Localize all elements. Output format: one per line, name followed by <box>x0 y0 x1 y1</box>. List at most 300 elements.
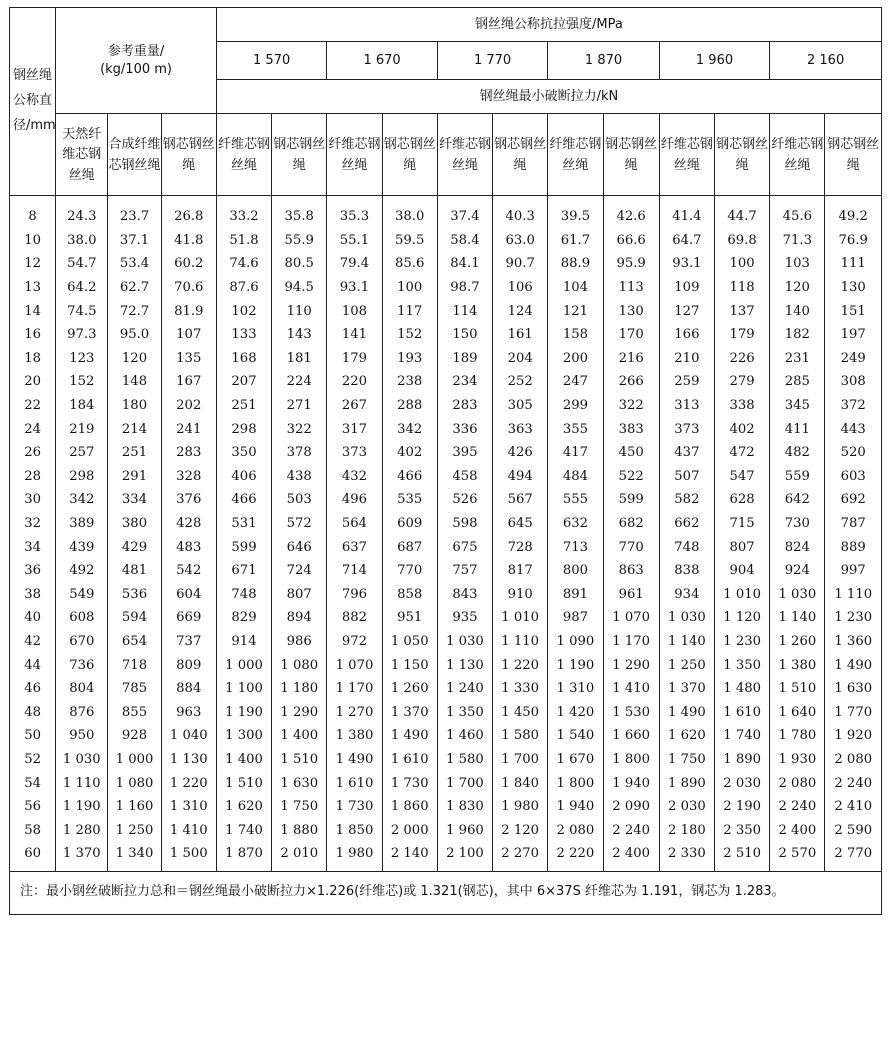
value-cell: 891 <box>548 583 603 607</box>
value-cell: 363 <box>493 417 548 441</box>
table-row <box>10 488 882 512</box>
value-cell: 2 090 <box>603 795 659 819</box>
weight-natural-fiber-core: 天然纤维芯钢丝绳 <box>56 114 108 196</box>
strength-1770: 1 770 <box>437 42 547 80</box>
value-cell: 60.2 <box>161 252 216 276</box>
value-cell: 748 <box>216 583 271 607</box>
value-cell: 757 <box>437 559 492 583</box>
value-cell: 599 <box>603 488 659 512</box>
value-cell: 123 <box>56 347 108 371</box>
value-cell: 135 <box>161 347 216 371</box>
value-cell: 924 <box>770 559 825 583</box>
strength-header: 钢丝绳公称抗拉强度/MPa <box>216 8 881 42</box>
value-cell: 342 <box>382 417 437 441</box>
value-cell: 599 <box>216 535 271 559</box>
value-cell: 1 730 <box>327 795 382 819</box>
diameter-cell: 24 <box>10 417 56 441</box>
diameter-cell: 34 <box>10 535 56 559</box>
value-cell: 503 <box>272 488 327 512</box>
value-cell: 1 170 <box>327 677 382 701</box>
value-cell: 884 <box>161 677 216 701</box>
value-cell: 193 <box>382 347 437 371</box>
value-cell: 1 120 <box>715 606 770 630</box>
value-cell: 714 <box>327 559 382 583</box>
value-cell: 257 <box>56 441 108 465</box>
value-cell: 2 400 <box>770 818 825 842</box>
value-cell: 1 620 <box>659 724 714 748</box>
value-cell: 2 000 <box>382 818 437 842</box>
value-cell: 167 <box>161 370 216 394</box>
value-cell: 2 030 <box>659 795 714 819</box>
table-row <box>10 606 882 630</box>
value-cell: 2 270 <box>493 842 548 871</box>
value-cell: 219 <box>56 417 108 441</box>
table-row <box>10 771 882 795</box>
value-cell: 44.7 <box>715 196 770 229</box>
diameter-cell: 28 <box>10 465 56 489</box>
value-cell: 2 770 <box>825 842 882 871</box>
value-cell: 87.6 <box>216 276 271 300</box>
value-cell: 1 260 <box>382 677 437 701</box>
table-row <box>10 276 882 300</box>
value-cell: 95.9 <box>603 252 659 276</box>
value-cell: 713 <box>548 535 603 559</box>
value-cell: 2 400 <box>603 842 659 871</box>
value-cell: 120 <box>108 347 161 371</box>
value-cell: 1 510 <box>216 771 271 795</box>
table-row <box>10 347 882 371</box>
value-cell: 736 <box>56 653 108 677</box>
spec-table-container <box>9 7 882 915</box>
value-cell: 2 240 <box>603 818 659 842</box>
value-cell: 402 <box>715 417 770 441</box>
diameter-cell: 38 <box>10 583 56 607</box>
value-cell: 35.3 <box>327 196 382 229</box>
value-cell: 1 220 <box>161 771 216 795</box>
value-cell: 158 <box>548 323 603 347</box>
value-cell: 85.6 <box>382 252 437 276</box>
value-cell: 2 080 <box>825 748 882 772</box>
value-cell: 2 510 <box>715 842 770 871</box>
diameter-cell: 32 <box>10 512 56 536</box>
note-text: 注：最小钢丝破断拉力总和＝钢丝绳最小破断拉力×1.226(纤维芯)或 1.321(钢芯)，其中 6×37S 纤维芯为 1.191，钢芯为 1.283。 <box>20 883 785 899</box>
value-cell: 251 <box>216 394 271 418</box>
value-cell: 492 <box>56 559 108 583</box>
value-cell: 1 310 <box>161 795 216 819</box>
value-cell: 1 360 <box>825 630 882 654</box>
table-row <box>10 583 882 607</box>
value-cell: 72.7 <box>108 299 161 323</box>
value-cell: 1 160 <box>108 795 161 819</box>
value-cell: 109 <box>659 276 714 300</box>
value-cell: 1 280 <box>56 818 108 842</box>
value-cell: 161 <box>493 323 548 347</box>
value-cell: 1 350 <box>437 700 492 724</box>
weight-synthetic-fiber-core: 合成纤维芯钢丝绳 <box>108 114 161 196</box>
value-cell: 536 <box>108 583 161 607</box>
value-cell: 2 080 <box>548 818 603 842</box>
value-cell: 267 <box>327 394 382 418</box>
value-cell: 234 <box>437 370 492 394</box>
value-cell: 572 <box>272 512 327 536</box>
value-cell: 197 <box>825 323 882 347</box>
value-cell: 894 <box>272 606 327 630</box>
value-cell: 140 <box>770 299 825 323</box>
value-cell: 800 <box>548 559 603 583</box>
value-cell: 603 <box>825 465 882 489</box>
value-cell: 1 070 <box>603 606 659 630</box>
value-cell: 1 400 <box>272 724 327 748</box>
value-cell: 1 870 <box>216 842 271 871</box>
table-row <box>10 229 882 253</box>
value-cell: 1 220 <box>493 653 548 677</box>
value-cell: 1 750 <box>659 748 714 772</box>
value-cell: 210 <box>659 347 714 371</box>
value-cell: 1 110 <box>825 583 882 607</box>
value-cell: 152 <box>382 323 437 347</box>
table-row <box>10 299 882 323</box>
value-cell: 94.5 <box>272 276 327 300</box>
value-cell: 715 <box>715 512 770 536</box>
value-cell: 785 <box>108 677 161 701</box>
value-cell: 38.0 <box>56 229 108 253</box>
value-cell: 997 <box>825 559 882 583</box>
table-row <box>10 394 882 418</box>
value-cell: 100 <box>715 252 770 276</box>
value-cell: 74.6 <box>216 252 271 276</box>
value-cell: 1 290 <box>603 653 659 677</box>
value-cell: 355 <box>548 417 603 441</box>
table-row <box>10 196 882 229</box>
value-cell: 148 <box>108 370 161 394</box>
force-steel-core-1870: 钢芯钢丝绳 <box>603 114 659 196</box>
value-cell: 432 <box>327 465 382 489</box>
diameter-cell: 8 <box>10 196 56 229</box>
value-cell: 1 270 <box>327 700 382 724</box>
value-cell: 376 <box>161 488 216 512</box>
value-cell: 37.4 <box>437 196 492 229</box>
value-cell: 687 <box>382 535 437 559</box>
ref-weight-unit: (kg/100 m) <box>100 61 172 77</box>
value-cell: 1 460 <box>437 724 492 748</box>
value-cell: 748 <box>659 535 714 559</box>
value-cell: 2 590 <box>825 818 882 842</box>
value-cell: 107 <box>161 323 216 347</box>
value-cell: 298 <box>56 465 108 489</box>
value-cell: 93.1 <box>659 252 714 276</box>
value-cell: 882 <box>327 606 382 630</box>
value-cell: 121 <box>548 299 603 323</box>
value-cell: 770 <box>382 559 437 583</box>
value-cell: 1 980 <box>327 842 382 871</box>
value-cell: 628 <box>715 488 770 512</box>
table-row <box>10 441 882 465</box>
value-cell: 1 180 <box>272 677 327 701</box>
value-cell: 334 <box>108 488 161 512</box>
value-cell: 299 <box>548 394 603 418</box>
value-cell: 118 <box>715 276 770 300</box>
value-cell: 2 030 <box>715 771 770 795</box>
value-cell: 389 <box>56 512 108 536</box>
value-cell: 1 330 <box>493 677 548 701</box>
value-cell: 74.5 <box>56 299 108 323</box>
value-cell: 662 <box>659 512 714 536</box>
value-cell: 1 250 <box>659 653 714 677</box>
value-cell: 1 750 <box>272 795 327 819</box>
value-cell: 54.7 <box>56 252 108 276</box>
force-fiber-core-2160: 纤维芯钢丝绳 <box>770 114 825 196</box>
table-row <box>10 677 882 701</box>
table-row <box>10 323 882 347</box>
value-cell: 373 <box>327 441 382 465</box>
value-cell: 1 740 <box>715 724 770 748</box>
value-cell: 102 <box>216 299 271 323</box>
value-cell: 41.8 <box>161 229 216 253</box>
value-cell: 1 410 <box>161 818 216 842</box>
value-cell: 804 <box>56 677 108 701</box>
value-cell: 1 240 <box>437 677 492 701</box>
table-note <box>10 871 882 914</box>
value-cell: 216 <box>603 347 659 371</box>
table-row <box>10 724 882 748</box>
value-cell: 1 850 <box>327 818 382 842</box>
value-cell: 64.7 <box>659 229 714 253</box>
value-cell: 1 960 <box>437 818 492 842</box>
value-cell: 855 <box>108 700 161 724</box>
value-cell: 45.6 <box>770 196 825 229</box>
value-cell: 608 <box>56 606 108 630</box>
value-cell: 645 <box>493 512 548 536</box>
value-cell: 80.5 <box>272 252 327 276</box>
value-cell: 526 <box>437 488 492 512</box>
value-cell: 692 <box>825 488 882 512</box>
value-cell: 594 <box>108 606 161 630</box>
value-cell: 111 <box>825 252 882 276</box>
value-cell: 443 <box>825 417 882 441</box>
value-cell: 646 <box>272 535 327 559</box>
value-cell: 809 <box>161 653 216 677</box>
value-cell: 2 180 <box>659 818 714 842</box>
value-cell: 1 350 <box>715 653 770 677</box>
value-cell: 549 <box>56 583 108 607</box>
value-cell: 1 630 <box>272 771 327 795</box>
ref-weight-label: 参考重量/ <box>107 43 165 59</box>
diameter-cell: 10 <box>10 229 56 253</box>
value-cell: 555 <box>548 488 603 512</box>
value-cell: 1 380 <box>770 653 825 677</box>
value-cell: 2 190 <box>715 795 770 819</box>
value-cell: 531 <box>216 512 271 536</box>
value-cell: 35.8 <box>272 196 327 229</box>
value-cell: 313 <box>659 394 714 418</box>
value-cell: 1 700 <box>493 748 548 772</box>
value-cell: 55.9 <box>272 229 327 253</box>
value-cell: 100 <box>382 276 437 300</box>
diameter-cell: 14 <box>10 299 56 323</box>
value-cell: 317 <box>327 417 382 441</box>
value-cell: 84.1 <box>437 252 492 276</box>
diameter-cell: 56 <box>10 795 56 819</box>
value-cell: 437 <box>659 441 714 465</box>
value-cell: 182 <box>770 323 825 347</box>
value-cell: 247 <box>548 370 603 394</box>
value-cell: 61.7 <box>548 229 603 253</box>
value-cell: 1 010 <box>493 606 548 630</box>
value-cell: 207 <box>216 370 271 394</box>
value-cell: 1 490 <box>382 724 437 748</box>
value-cell: 322 <box>603 394 659 418</box>
value-cell: 1 100 <box>216 677 271 701</box>
force-steel-core-1960: 钢芯钢丝绳 <box>715 114 770 196</box>
value-cell: 338 <box>715 394 770 418</box>
value-cell: 770 <box>603 535 659 559</box>
value-cell: 670 <box>56 630 108 654</box>
value-cell: 113 <box>603 276 659 300</box>
value-cell: 1 770 <box>825 700 882 724</box>
table-row <box>10 370 882 394</box>
value-cell: 2 010 <box>272 842 327 871</box>
value-cell: 817 <box>493 559 548 583</box>
table-row <box>10 653 882 677</box>
value-cell: 466 <box>382 465 437 489</box>
value-cell: 1 130 <box>437 653 492 677</box>
value-cell: 1 140 <box>770 606 825 630</box>
value-cell: 567 <box>493 488 548 512</box>
value-cell: 108 <box>327 299 382 323</box>
value-cell: 838 <box>659 559 714 583</box>
value-cell: 59.5 <box>382 229 437 253</box>
value-cell: 104 <box>548 276 603 300</box>
value-cell: 1 310 <box>548 677 603 701</box>
value-cell: 484 <box>548 465 603 489</box>
strength-2160: 2 160 <box>770 42 882 80</box>
value-cell: 481 <box>108 559 161 583</box>
value-cell: 1 610 <box>382 748 437 772</box>
value-cell: 38.0 <box>382 196 437 229</box>
value-cell: 604 <box>161 583 216 607</box>
value-cell: 151 <box>825 299 882 323</box>
value-cell: 1 000 <box>108 748 161 772</box>
value-cell: 179 <box>715 323 770 347</box>
diameter-cell: 60 <box>10 842 56 871</box>
diameter-cell: 42 <box>10 630 56 654</box>
value-cell: 904 <box>715 559 770 583</box>
value-cell: 37.1 <box>108 229 161 253</box>
value-cell: 889 <box>825 535 882 559</box>
force-steel-core-1770: 钢芯钢丝绳 <box>493 114 548 196</box>
value-cell: 1 480 <box>715 677 770 701</box>
value-cell: 1 300 <box>216 724 271 748</box>
strength-1570: 1 570 <box>216 42 326 80</box>
diameter-cell: 36 <box>10 559 56 583</box>
value-cell: 402 <box>382 441 437 465</box>
value-cell: 1 190 <box>216 700 271 724</box>
value-cell: 231 <box>770 347 825 371</box>
value-cell: 1 290 <box>272 700 327 724</box>
value-cell: 26.8 <box>161 196 216 229</box>
value-cell: 95.0 <box>108 323 161 347</box>
value-cell: 383 <box>603 417 659 441</box>
diameter-cell: 26 <box>10 441 56 465</box>
table-row <box>10 630 882 654</box>
value-cell: 285 <box>770 370 825 394</box>
diameter-cell: 16 <box>10 323 56 347</box>
diameter-cell: 54 <box>10 771 56 795</box>
value-cell: 181 <box>272 347 327 371</box>
value-cell: 79.4 <box>327 252 382 276</box>
value-cell: 1 030 <box>437 630 492 654</box>
value-cell: 55.1 <box>327 229 382 253</box>
value-cell: 1 880 <box>272 818 327 842</box>
value-cell: 2 330 <box>659 842 714 871</box>
value-cell: 141 <box>327 323 382 347</box>
value-cell: 252 <box>493 370 548 394</box>
value-cell: 2 140 <box>382 842 437 871</box>
value-cell: 279 <box>715 370 770 394</box>
value-cell: 1 840 <box>493 771 548 795</box>
value-cell: 39.5 <box>548 196 603 229</box>
value-cell: 1 540 <box>548 724 603 748</box>
value-cell: 49.2 <box>825 196 882 229</box>
value-cell: 1 510 <box>272 748 327 772</box>
value-cell: 728 <box>493 535 548 559</box>
value-cell: 328 <box>161 465 216 489</box>
value-cell: 928 <box>108 724 161 748</box>
value-cell: 224 <box>272 370 327 394</box>
force-steel-core-1670: 钢芯钢丝绳 <box>382 114 437 196</box>
value-cell: 669 <box>161 606 216 630</box>
diameter-cell: 12 <box>10 252 56 276</box>
value-cell: 1 420 <box>548 700 603 724</box>
value-cell: 143 <box>272 323 327 347</box>
value-cell: 42.6 <box>603 196 659 229</box>
value-cell: 1 620 <box>216 795 271 819</box>
value-cell: 426 <box>493 441 548 465</box>
table-row <box>10 818 882 842</box>
value-cell: 266 <box>603 370 659 394</box>
value-cell: 288 <box>382 394 437 418</box>
value-cell: 1 230 <box>825 606 882 630</box>
value-cell: 1 040 <box>161 724 216 748</box>
value-cell: 53.4 <box>108 252 161 276</box>
force-fiber-core-1670: 纤维芯钢丝绳 <box>327 114 382 196</box>
value-cell: 472 <box>715 441 770 465</box>
value-cell: 62.7 <box>108 276 161 300</box>
value-cell: 406 <box>216 465 271 489</box>
value-cell: 1 030 <box>770 583 825 607</box>
force-steel-core-2160: 钢芯钢丝绳 <box>825 114 882 196</box>
value-cell: 124 <box>493 299 548 323</box>
value-cell: 1 610 <box>327 771 382 795</box>
diameter-header: 钢丝绳公称直径/mm <box>10 8 56 196</box>
value-cell: 807 <box>715 535 770 559</box>
value-cell: 1 670 <box>548 748 603 772</box>
value-cell: 1 000 <box>216 653 271 677</box>
value-cell: 1 170 <box>603 630 659 654</box>
table-row <box>10 417 882 441</box>
value-cell: 609 <box>382 512 437 536</box>
value-cell: 796 <box>327 583 382 607</box>
value-cell: 1 050 <box>382 630 437 654</box>
value-cell: 249 <box>825 347 882 371</box>
value-cell: 133 <box>216 323 271 347</box>
value-cell: 507 <box>659 465 714 489</box>
diameter-cell: 52 <box>10 748 56 772</box>
value-cell: 70.6 <box>161 276 216 300</box>
value-cell: 98.7 <box>437 276 492 300</box>
value-cell: 654 <box>108 630 161 654</box>
value-cell: 305 <box>493 394 548 418</box>
